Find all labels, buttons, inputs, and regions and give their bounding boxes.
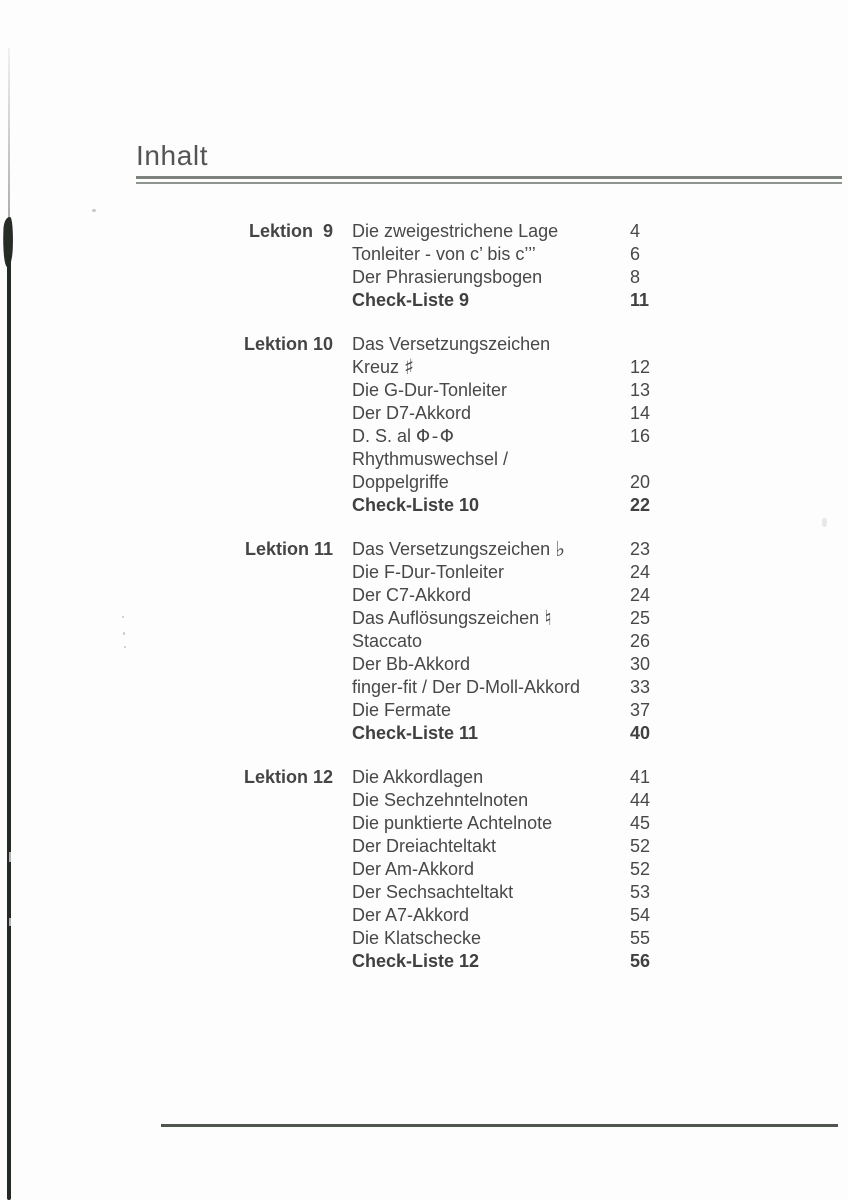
toc-entry-page: 44: [630, 790, 651, 810]
toc-entry: [352, 881, 692, 904]
flat-icon: ♭: [555, 537, 566, 561]
lektion-label: Lektion 12: [243, 767, 333, 787]
toc-entry-title: Der Phrasierungsbogen: [352, 267, 543, 287]
scan-speck: [92, 209, 96, 212]
toc-entry: [352, 927, 692, 950]
toc-entry-page: 52: [630, 859, 651, 879]
toc-entry: [352, 699, 692, 722]
toc-entry-title: Die Fermate: [352, 700, 452, 720]
toc-entry-page: 6: [630, 244, 641, 264]
toc-entry-page: 26: [630, 631, 651, 651]
toc-entry-page: 45: [630, 813, 651, 833]
toc-entry-title: Rhythmuswechsel /: [352, 449, 509, 469]
toc-entry: [352, 904, 692, 927]
toc-entry-page: 4: [630, 221, 641, 241]
toc-entry: [352, 266, 692, 289]
toc-entry-page: 33: [630, 677, 651, 697]
toc-entry: [352, 538, 692, 561]
toc-entry: [352, 676, 692, 699]
toc-entry-title: Staccato: [352, 631, 423, 651]
toc-entry-page: 56: [630, 951, 651, 971]
toc-entries: [352, 538, 692, 745]
toc-entry-page: 41: [630, 767, 651, 787]
toc-entry-page: 54: [630, 905, 651, 925]
toc-entry: [352, 653, 692, 676]
toc-entry-page: 16: [630, 426, 651, 446]
toc-entry-page: 52: [630, 836, 651, 856]
heading-double-rule: [136, 176, 842, 184]
toc-entry-title: Check-Liste 9: [352, 290, 470, 310]
heading-rule-upper: [136, 176, 842, 179]
toc-entry-page: 37: [630, 700, 651, 720]
toc-section: [238, 538, 698, 745]
toc-entry-title: Die Akkordlagen: [352, 767, 484, 787]
scan-strip-notch: [9, 852, 11, 862]
toc-entry: [352, 448, 692, 471]
toc-entry: [352, 858, 692, 881]
toc-entry: [352, 425, 692, 448]
scan-speck: [123, 632, 125, 635]
toc-entry: [352, 766, 692, 789]
lektion-label: Lektion 10: [243, 334, 333, 354]
toc-entry: [352, 561, 692, 584]
scan-speck: [822, 518, 827, 527]
lektion-label: Lektion 11: [244, 539, 333, 559]
toc-entry-page: 40: [630, 723, 651, 743]
toc-entry-title: Die F-Dur-Tonleiter: [352, 562, 505, 582]
toc-entry: [352, 722, 692, 745]
toc-entry: [352, 494, 692, 517]
toc-entry-title: Die Klatschecke: [352, 928, 482, 948]
toc-entry-title: Die punktierte Achtelnote: [352, 813, 553, 833]
toc-entries: [352, 220, 692, 312]
toc-entry: [352, 471, 692, 494]
toc-entry: [352, 402, 692, 425]
toc-entry-title: Der Dreiachteltakt: [352, 836, 497, 856]
toc-entry-title: finger-fit / Der D-Moll-Akkord: [352, 677, 581, 697]
toc-entry-page: 23: [630, 539, 651, 559]
toc-entry-title: Der Am-Akkord: [352, 859, 475, 879]
toc-entry: [352, 835, 692, 858]
toc-entry-title: Der C7-Akkord: [352, 585, 472, 605]
toc-entry-page: 20: [630, 472, 651, 492]
toc: [238, 220, 698, 994]
toc-entry-page: 30: [630, 654, 651, 674]
toc-entry-title: Die G-Dur-Tonleiter: [352, 380, 508, 400]
toc-entry: [352, 333, 692, 356]
toc-entry-title: Die Sechzehntelnoten: [352, 790, 529, 810]
toc-entry: [352, 789, 692, 812]
toc-entry-title: Der A7-Akkord: [352, 905, 470, 925]
toc-entry-page: 55: [630, 928, 651, 948]
toc-entry: [352, 379, 692, 402]
toc-entry-page: 14: [630, 403, 651, 423]
toc-entry-title: Check-Liste 12: [352, 951, 480, 971]
toc-entry-page: 13: [630, 380, 651, 400]
footer-rule: [161, 1124, 838, 1127]
toc-section: [238, 766, 698, 973]
toc-entry: [352, 950, 692, 973]
toc-entry-title: Doppelgriffe: [352, 472, 449, 492]
toc-entry-page: 11: [630, 290, 650, 310]
sharp-icon: ♯: [404, 355, 415, 379]
scan-strip-notch: [9, 918, 11, 926]
scan-speck: [122, 616, 124, 618]
toc-entry: [352, 289, 692, 312]
toc-entry: [352, 243, 692, 266]
toc-entry-title: Das Versetzungszeichen ♭: [352, 537, 566, 561]
toc-entry-title: Check-Liste 10: [352, 495, 480, 515]
toc-entry-page: 24: [630, 585, 651, 605]
toc-entry-title: Check-Liste 11: [352, 723, 479, 743]
toc-entry-title: Der Sechsachteltakt: [352, 882, 514, 902]
toc-entry: [352, 607, 692, 630]
toc-entry-page: 53: [630, 882, 651, 902]
toc-entry: [352, 812, 692, 835]
toc-entry-page: 12: [630, 357, 651, 377]
toc-entry: [352, 356, 692, 379]
toc-entry: [352, 584, 692, 607]
scan-left-edge-line: [8, 48, 10, 222]
scan-left-edge-strip: [7, 255, 11, 1200]
toc-entries: [352, 333, 692, 517]
toc-entry-title: Der Bb-Akkord: [352, 654, 471, 674]
coda-signs-icon: Φ-Φ: [416, 426, 456, 447]
toc-entry: [352, 630, 692, 653]
toc-entry-page: 24: [630, 562, 651, 582]
scan-speck: [124, 646, 126, 648]
heading-rule-lower: [136, 182, 842, 184]
toc-entry-title: Der D7-Akkord: [352, 403, 472, 423]
toc-section: [238, 220, 698, 312]
toc-entry: [352, 220, 692, 243]
toc-entry-title: Das Auflösungszeichen ♮: [352, 606, 552, 630]
toc-section: [238, 333, 698, 517]
toc-entry-title: Kreuz ♯: [352, 355, 415, 379]
toc-entry-title: Das Versetzungszeichen: [352, 334, 551, 354]
toc-entry-title: Die zweigestrichene Lage: [352, 221, 559, 241]
page-title: Inhalt: [136, 140, 209, 171]
toc-entry-title: D. S. al Φ-Φ: [352, 426, 456, 447]
toc-entries: [352, 766, 692, 973]
toc-entry-title: Tonleiter - von c’ bis c’’’: [352, 244, 536, 264]
natural-icon: ♮: [544, 606, 552, 630]
toc-entry-page: 22: [630, 495, 651, 515]
toc-entry-page: 8: [630, 267, 641, 287]
toc-entry-page: 25: [630, 608, 651, 628]
lektion-label: Lektion 9: [248, 221, 333, 241]
